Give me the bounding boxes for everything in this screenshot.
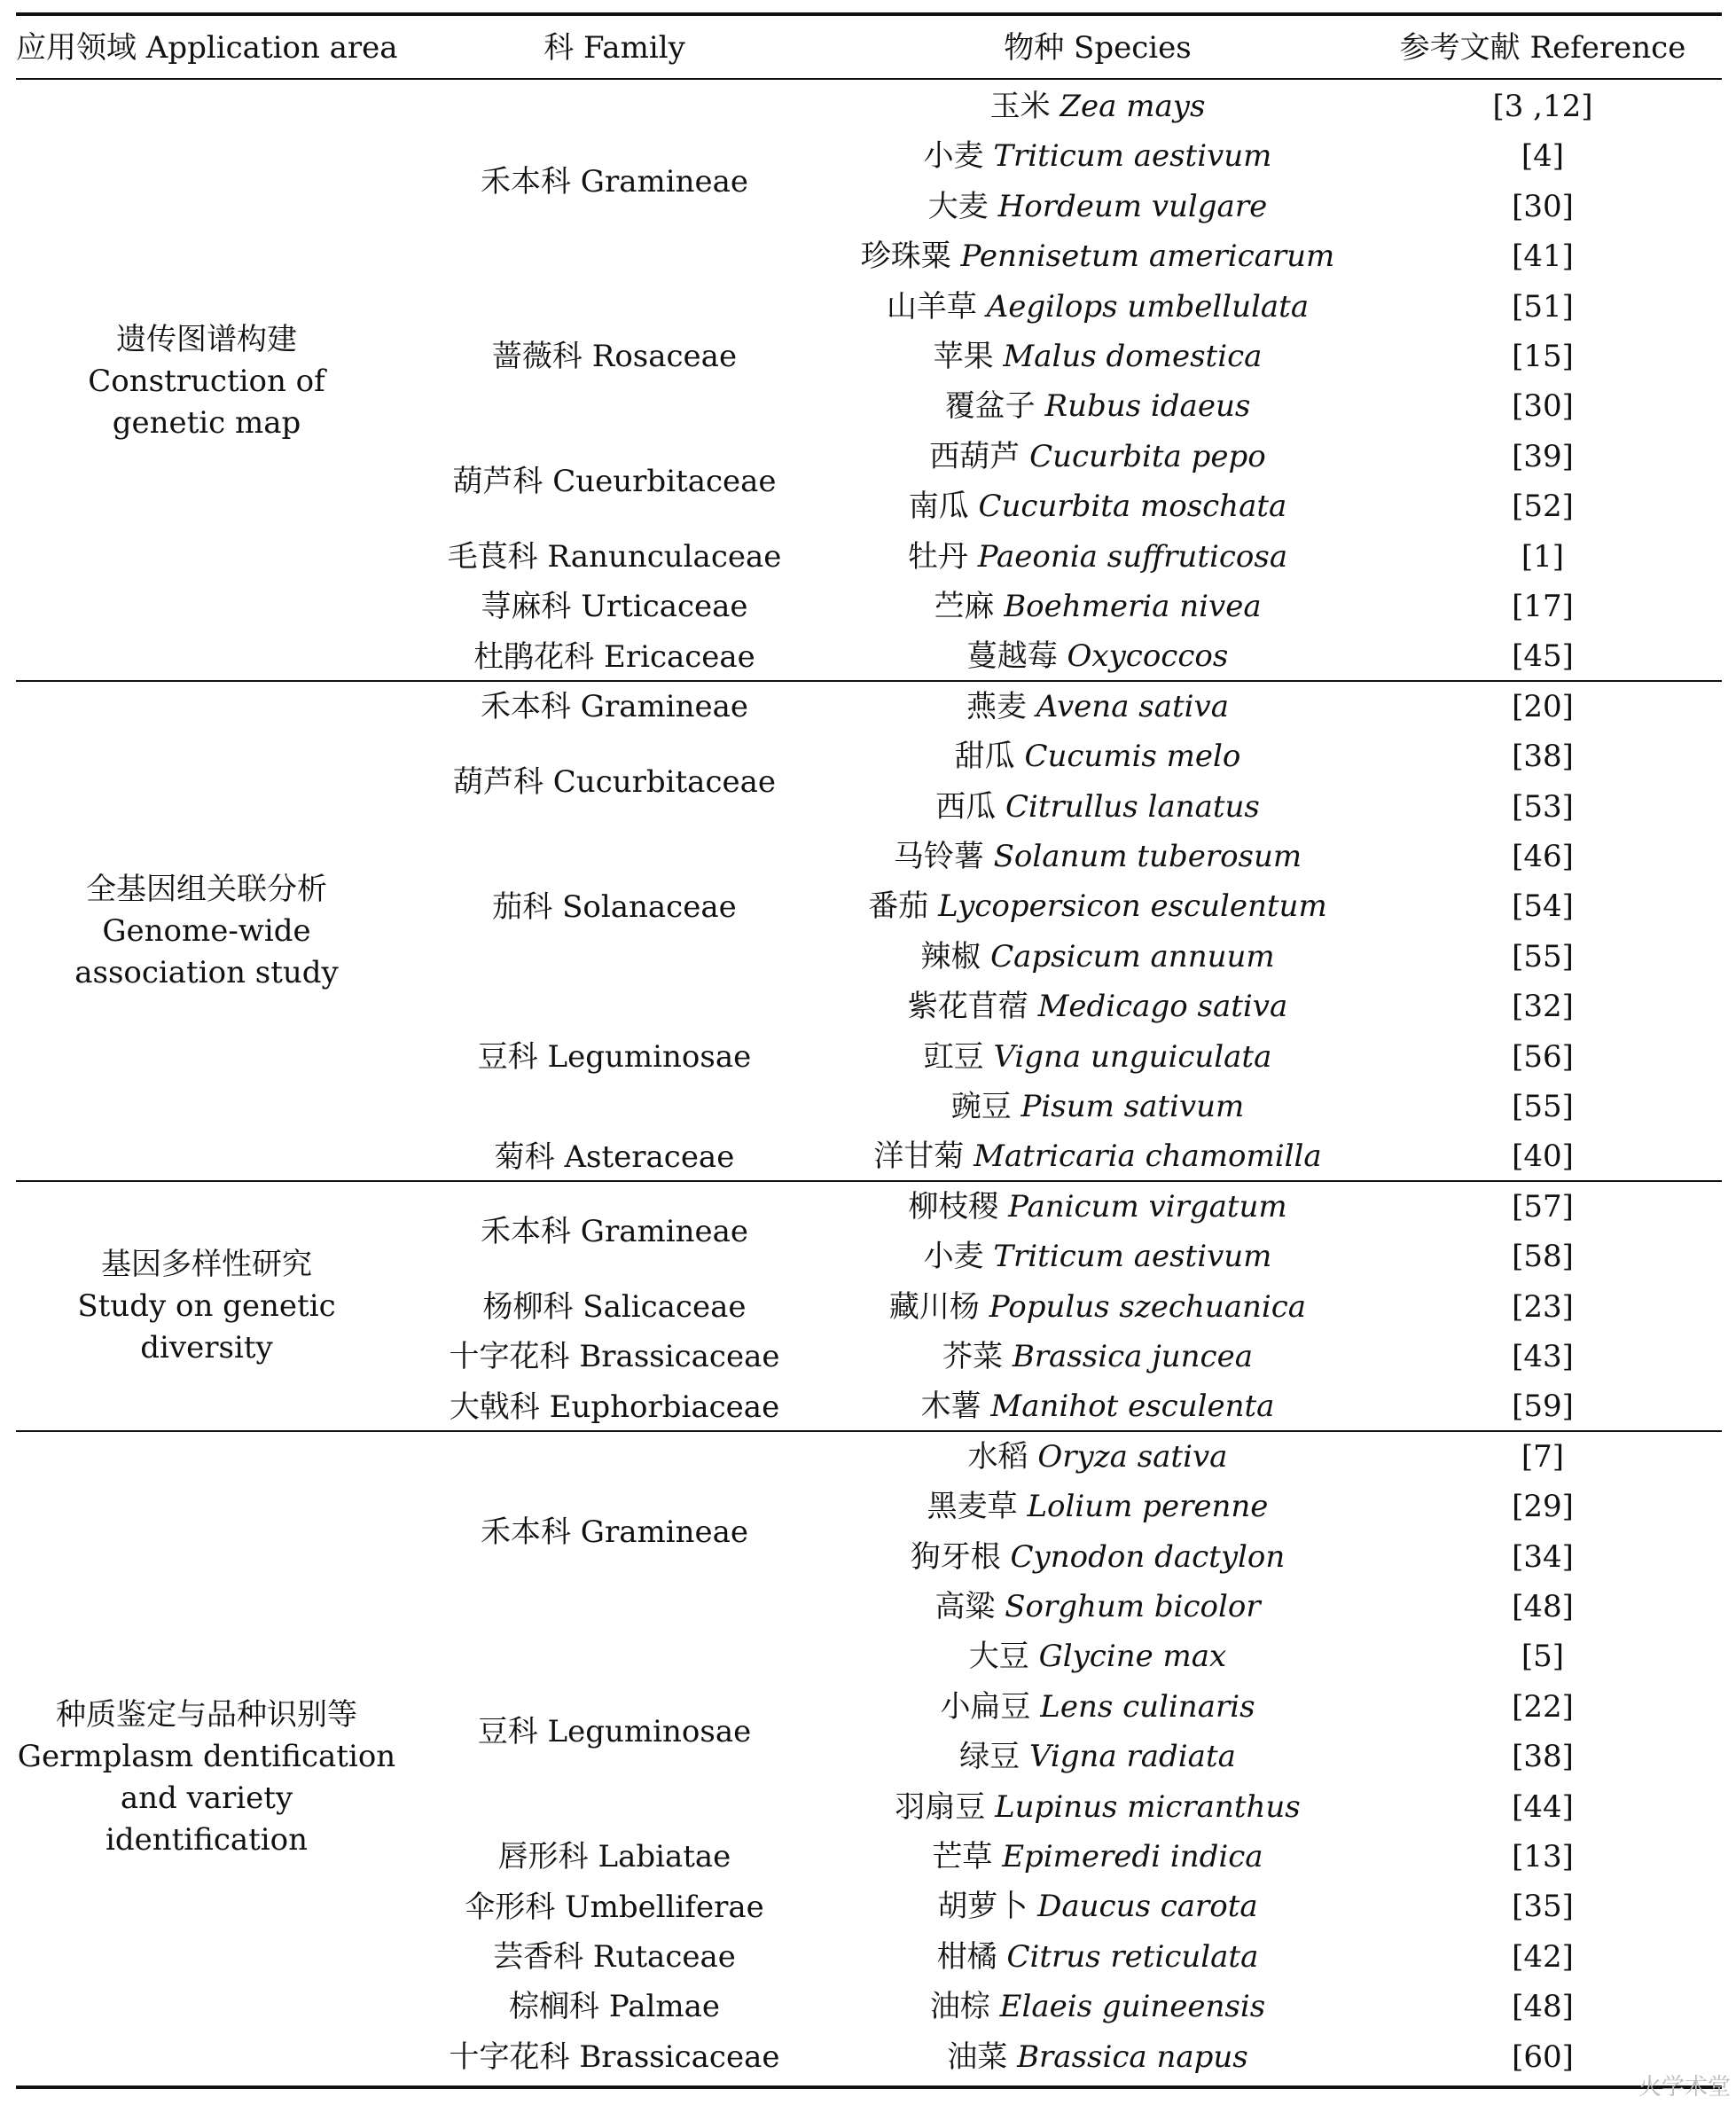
species-cell — [832, 1482, 1364, 1531]
species-chinese-name: 覆盆子 — [944, 388, 1036, 425]
family-cell: 棕榈科 Palmae — [509, 1989, 720, 2025]
species-chinese-name: 豌豆 — [950, 1089, 1012, 1124]
reference-cell: [44] — [1512, 1788, 1574, 1825]
area-name-en: genetic map — [112, 404, 301, 441]
watermark-logo: 火学术堂 — [1638, 2074, 1731, 2101]
reference-cell: [53] — [1512, 788, 1574, 825]
reference-cell: [41] — [1512, 239, 1574, 275]
family-cell: 禾本科 Gramineae — [480, 1214, 748, 1250]
reference-cell: [22] — [1512, 1688, 1574, 1725]
area-name-zh: 全基因组关联分析 — [86, 872, 327, 908]
header-rule — [16, 78, 1722, 80]
reference-cell: [20] — [1512, 688, 1574, 724]
species-chinese-name: 洋甘菊 — [873, 1139, 965, 1175]
species-cell — [832, 631, 1364, 681]
family-cell: 杜鹃花科 Ericaceae — [473, 638, 755, 675]
species-cell — [832, 1832, 1364, 1882]
reference-cell: [5] — [1521, 1639, 1565, 1675]
header-family: 科 Family — [543, 30, 685, 66]
species-cell — [832, 532, 1364, 582]
reference-cell: [58] — [1512, 1239, 1574, 1275]
species-cell — [832, 1232, 1364, 1281]
species-cell — [832, 1882, 1364, 1931]
species-latin-name: Panicum virgatum — [1008, 1188, 1287, 1225]
species-cell — [832, 231, 1364, 281]
species-chinese-name: 西葫芦 — [929, 438, 1020, 474]
species-cell — [832, 1032, 1364, 1082]
species-chinese-name: 辣椒 — [920, 938, 981, 974]
species-chinese-name: 小扁豆 — [940, 1688, 1031, 1725]
reference-cell: [30] — [1512, 388, 1574, 425]
reference-cell: [55] — [1512, 938, 1574, 974]
reference-cell: [1] — [1521, 538, 1565, 575]
species-cell — [832, 1282, 1364, 1332]
species-chinese-name: 大豆 — [968, 1639, 1029, 1675]
species-latin-name: Avena sativa — [1036, 688, 1230, 724]
species-chinese-name: 小麦 — [923, 1239, 984, 1275]
species-cell — [832, 982, 1364, 1031]
reference-cell: [56] — [1512, 1038, 1574, 1075]
reference-cell: [23] — [1512, 1288, 1574, 1325]
family-cell: 大戟科 Euphorbiaceae — [449, 1389, 780, 1425]
species-latin-name: Aegilops umbellulata — [986, 288, 1310, 325]
reference-cell: [52] — [1512, 489, 1574, 525]
species-cell — [832, 1131, 1364, 1181]
species-latin-name: Epimeredi indica — [1002, 1839, 1263, 1874]
species-cell — [832, 381, 1364, 431]
species-chinese-name: 甜瓜 — [954, 739, 1015, 775]
reference-cell: [43] — [1512, 1339, 1574, 1374]
reference-cell: [13] — [1512, 1839, 1574, 1874]
reference-cell: [17] — [1512, 589, 1574, 624]
species-latin-name: Oxycoccos — [1067, 638, 1229, 675]
species-cell — [832, 1182, 1364, 1232]
species-cell — [832, 1582, 1364, 1632]
species-cell — [832, 1632, 1364, 1681]
species-latin-name: Elaeis guineensis — [999, 1989, 1266, 2025]
species-table — [16, 0, 1722, 2105]
reference-cell: [42] — [1512, 1938, 1574, 1975]
species-chinese-name: 羽扇豆 — [895, 1788, 986, 1825]
family-cell: 豆科 Leguminosae — [477, 1038, 752, 1075]
reference-cell: [39] — [1512, 438, 1574, 474]
reference-cell: [15] — [1512, 339, 1574, 374]
species-latin-name: Cucurbita moschata — [978, 489, 1287, 525]
reference-cell: [32] — [1512, 989, 1574, 1025]
species-chinese-name: 高粱 — [934, 1589, 996, 1624]
species-chinese-name: 木薯 — [920, 1389, 981, 1425]
species-chinese-name: 珍珠粟 — [860, 239, 951, 275]
species-latin-name: Boehmeria nivea — [1004, 589, 1262, 624]
species-chinese-name: 芒草 — [932, 1839, 993, 1874]
family-cell: 茄科 Solanaceae — [492, 888, 737, 925]
area-name-zh: 遗传图谱构建 — [116, 321, 297, 357]
species-cell — [832, 1082, 1364, 1131]
family-cell: 豆科 Leguminosae — [477, 1714, 752, 1750]
species-latin-name: Lens culinaris — [1040, 1688, 1255, 1725]
species-chinese-name: 藏川杨 — [888, 1288, 980, 1325]
species-chinese-name: 绿豆 — [959, 1739, 1020, 1775]
species-latin-name: Pennisetum americarum — [960, 239, 1335, 275]
species-latin-name: Manihot esculenta — [990, 1389, 1275, 1425]
family-cell: 菊科 Asteraceae — [494, 1139, 735, 1175]
family-cell: 禾本科 Gramineae — [480, 163, 748, 200]
reference-cell: [45] — [1512, 638, 1574, 675]
species-cell — [832, 1332, 1364, 1381]
application-area-cell — [16, 869, 397, 994]
family-cell: 十字花科 Brassicaceae — [449, 2038, 780, 2075]
species-chinese-name: 牡丹 — [907, 538, 968, 575]
species-cell — [832, 282, 1364, 332]
species-latin-name: Populus szechuanica — [989, 1288, 1307, 1325]
species-chinese-name: 西瓜 — [935, 788, 997, 825]
application-area-cell — [16, 1244, 397, 1369]
species-chinese-name: 紫花苜蓿 — [907, 989, 1028, 1025]
species-latin-name: Solanum tuberosum — [993, 839, 1302, 874]
species-latin-name: Sorghum bicolor — [1005, 1589, 1261, 1624]
species-latin-name: Brassica juncea — [1012, 1339, 1253, 1374]
family-cell: 十字花科 Brassicaceae — [449, 1339, 780, 1375]
area-name-en: and variety identification — [105, 1780, 309, 1858]
family-cell: 芸香科 Rutaceae — [493, 1939, 736, 1975]
species-latin-name: Daucus carota — [1037, 1889, 1258, 1925]
reference-cell: [46] — [1512, 839, 1574, 874]
species-chinese-name: 柑橘 — [936, 1938, 997, 1975]
species-latin-name: Cucumis melo — [1024, 739, 1241, 775]
reference-cell: [29] — [1512, 1489, 1574, 1525]
reference-cell: [54] — [1512, 888, 1574, 925]
family-cell: 葫芦科 Cucurbitaceae — [452, 763, 777, 800]
species-latin-name: Citrullus lanatus — [1005, 788, 1260, 825]
species-chinese-name: 番茄 — [868, 888, 929, 925]
species-cell — [832, 131, 1364, 181]
species-latin-name: Cucurbita pepo — [1029, 438, 1266, 474]
reference-cell: [59] — [1512, 1389, 1574, 1425]
family-cell: 杨柳科 Salicaceae — [482, 1288, 747, 1325]
species-chinese-name: 山羊草 — [886, 288, 977, 325]
species-chinese-name: 燕麦 — [966, 688, 1027, 724]
species-cell — [832, 432, 1364, 481]
species-latin-name: Triticum aestivum — [993, 1239, 1272, 1275]
area-name-zh: 种质鉴定与品种识别等 — [56, 1696, 357, 1733]
species-latin-name: Malus domestica — [1003, 339, 1263, 374]
species-cell — [832, 332, 1364, 381]
species-chinese-name: 油菜 — [947, 2038, 1008, 2075]
species-chinese-name: 苹果 — [933, 339, 994, 374]
species-cell — [832, 1932, 1364, 1982]
species-cell — [832, 881, 1364, 931]
species-chinese-name: 小麦 — [923, 138, 984, 175]
species-latin-name: Capsicum annuum — [990, 938, 1275, 974]
table-bottom-rule — [16, 2085, 1722, 2089]
reference-cell: [38] — [1512, 739, 1574, 775]
species-chinese-name: 狗牙根 — [910, 1538, 1001, 1575]
reference-cell: [3 ,12] — [1492, 89, 1593, 124]
species-cell — [832, 682, 1364, 732]
family-cell: 荨麻科 Urticaceae — [481, 589, 748, 625]
species-cell — [832, 732, 1364, 781]
species-cell — [832, 832, 1364, 881]
species-cell — [832, 1782, 1364, 1832]
reference-cell: [34] — [1512, 1538, 1574, 1575]
species-cell — [832, 782, 1364, 832]
header-reference: 参考文献 Reference — [1399, 30, 1686, 66]
species-latin-name: Rubus idaeus — [1044, 388, 1251, 425]
species-latin-name: Matricaria chamomilla — [974, 1139, 1322, 1175]
species-chinese-name: 油棕 — [929, 1989, 990, 2025]
species-latin-name: Zea mays — [1060, 89, 1206, 124]
reference-cell: [48] — [1512, 1989, 1574, 2025]
species-cell — [832, 1732, 1364, 1781]
family-cell: 葫芦科 Cueurbitaceae — [452, 464, 777, 500]
species-latin-name: Triticum aestivum — [993, 138, 1272, 175]
family-cell: 毛茛科 Ranunculaceae — [447, 538, 782, 575]
area-name-en: Study on genetic — [77, 1288, 336, 1325]
species-chinese-name: 黑麦草 — [927, 1489, 1018, 1525]
family-cell: 禾本科 Gramineae — [480, 689, 748, 724]
species-latin-name: Hordeum vulgare — [997, 188, 1268, 224]
reference-cell: [30] — [1512, 188, 1574, 224]
area-name-en: diversity — [140, 1330, 273, 1366]
species-cell — [832, 582, 1364, 631]
species-chinese-name: 大麦 — [927, 188, 989, 224]
application-area-cell — [16, 319, 397, 444]
reference-cell: [57] — [1512, 1188, 1574, 1225]
species-chinese-name: 柳枝稷 — [908, 1188, 999, 1225]
species-cell — [832, 481, 1364, 531]
species-chinese-name: 水稻 — [967, 1438, 1028, 1475]
species-latin-name: Medicago sativa — [1037, 989, 1288, 1025]
reference-cell: [4] — [1521, 138, 1565, 175]
species-latin-name: Pisum sativum — [1020, 1089, 1245, 1124]
species-cell — [832, 1532, 1364, 1582]
area-name-zh: 基因多样性研究 — [101, 1247, 312, 1283]
species-cell — [832, 1432, 1364, 1482]
species-cell — [832, 2032, 1364, 2082]
application-area-cell — [16, 1694, 397, 1861]
family-cell: 伞形科 Umbelliferae — [465, 1889, 764, 1925]
species-latin-name: Lolium perenne — [1027, 1489, 1269, 1525]
species-cell — [832, 1381, 1364, 1431]
header-species: 物种 Species — [1004, 30, 1192, 66]
species-cell — [832, 1982, 1364, 2031]
species-latin-name: Vigna unguiculata — [993, 1038, 1272, 1075]
species-latin-name: Paeonia suffruticosa — [977, 538, 1288, 575]
reference-cell: [51] — [1512, 288, 1574, 325]
reference-cell: [40] — [1512, 1139, 1574, 1175]
species-latin-name: Brassica napus — [1017, 2038, 1248, 2075]
table-top-rule — [16, 12, 1722, 16]
species-chinese-name: 胡萝卜 — [937, 1889, 1028, 1925]
species-latin-name: Lupinus micranthus — [995, 1788, 1301, 1825]
species-chinese-name: 玉米 — [989, 89, 1051, 124]
species-latin-name: Glycine max — [1038, 1639, 1227, 1675]
species-chinese-name: 芥菜 — [942, 1339, 1003, 1374]
area-name-en: association study — [74, 955, 339, 991]
species-latin-name: Lycopersicon esculentum — [938, 888, 1327, 925]
reference-cell: [55] — [1512, 1089, 1574, 1124]
species-cell — [832, 932, 1364, 982]
species-latin-name: Cynodon dactylon — [1010, 1538, 1286, 1575]
family-cell: 禾本科 Gramineae — [480, 1514, 748, 1550]
area-name-en: Germplasm dentification — [17, 1738, 396, 1774]
reference-cell: [38] — [1512, 1739, 1574, 1775]
species-chinese-name: 豇豆 — [923, 1038, 984, 1075]
species-latin-name: Vigna radiata — [1028, 1739, 1236, 1775]
reference-cell: [60] — [1512, 2038, 1574, 2075]
species-cell — [832, 1682, 1364, 1732]
area-name-en: Genome-wide — [102, 913, 311, 950]
species-chinese-name: 南瓜 — [908, 489, 969, 525]
header-area: 应用领域 Application area — [16, 30, 398, 66]
family-cell: 蔷薇科 Rosaceae — [491, 339, 738, 375]
species-chinese-name: 苎麻 — [934, 589, 995, 624]
reference-cell: [35] — [1512, 1889, 1574, 1925]
area-name-en: Construction of — [88, 363, 325, 399]
species-cell — [832, 182, 1364, 231]
reference-cell: [7] — [1521, 1438, 1565, 1475]
species-cell — [832, 82, 1364, 131]
species-chinese-name: 马铃薯 — [893, 839, 984, 874]
family-cell: 唇形科 Labiatae — [497, 1839, 731, 1875]
species-latin-name: Citrus reticulata — [1006, 1938, 1259, 1975]
species-latin-name: Oryza sativa — [1037, 1438, 1228, 1475]
species-chinese-name: 蔓越莓 — [966, 638, 1058, 675]
reference-cell: [48] — [1512, 1589, 1574, 1624]
